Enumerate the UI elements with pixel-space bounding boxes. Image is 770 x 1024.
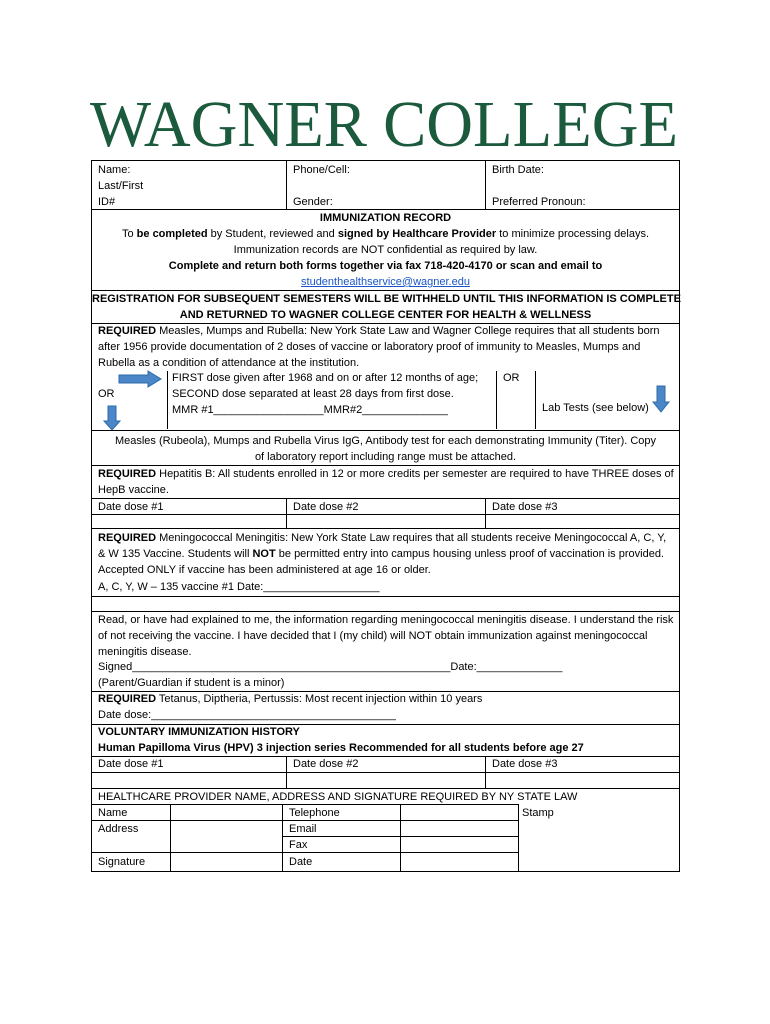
- svg-text:WAGNER COLLEGE: WAGNER COLLEGE: [90, 92, 678, 154]
- hepb-dose-1: Date dose #1: [98, 501, 164, 513]
- provider-date-label: Date: [289, 856, 313, 868]
- registration-notice-2: AND RETURNED TO WAGNER COLLEGE CENTER FOR HEALTH & WELLNESS: [179, 309, 592, 321]
- divider: [286, 161, 287, 209]
- divider: [92, 498, 679, 499]
- divider: [92, 514, 679, 515]
- divider: [92, 528, 679, 529]
- divider: [92, 430, 679, 431]
- hpv-dose-1: Date dose #1: [98, 758, 164, 770]
- email-link-row: [92, 275, 679, 291]
- hepb-dose-2: Date dose #2: [293, 501, 359, 513]
- divider: [167, 371, 168, 429]
- divider: [92, 788, 679, 789]
- email-link[interactable]: studenthealthservice@wagner.edu: [301, 276, 470, 288]
- confidentiality-note: Immunization records are NOT confidential as required by law.: [233, 244, 538, 256]
- return-instructions: Complete and return both forms together via fax 718-420-4170 or scan and email to: [168, 260, 603, 272]
- id-label: ID#: [98, 196, 116, 208]
- provider-address-label: Address: [98, 823, 139, 835]
- titer-line-2: of laboratory report including range must be attached.: [254, 451, 517, 463]
- birth-date-label: Birth Date:: [492, 164, 544, 176]
- mmr-first-dose: FIRST dose given after 1968 and on or after 12 months of age;: [172, 372, 479, 384]
- divider: [400, 804, 401, 871]
- provider-signature-label: Signature: [98, 856, 146, 868]
- divider: [92, 804, 518, 805]
- provider-email-label: Email: [289, 823, 317, 835]
- name-label: Name:: [98, 164, 131, 176]
- divider: [92, 209, 679, 210]
- or-left: OR: [98, 388, 115, 400]
- divider: [92, 756, 679, 757]
- gender-label: Gender:: [293, 196, 333, 208]
- provider-stamp-label: Stamp: [522, 807, 554, 819]
- meningococcal-date: A, C, Y, W – 135 vaccine #1 Date:___________________: [98, 581, 380, 593]
- immunization-form: [91, 160, 680, 872]
- divider: [535, 371, 536, 429]
- tdap-date: Date dose:________________________________________: [98, 709, 396, 721]
- wagner-college-logo: [90, 92, 680, 154]
- hpv-dose-3: Date dose #3: [492, 758, 558, 770]
- divider: [92, 820, 518, 821]
- provider-name-label: Name: [98, 807, 128, 819]
- titer-line-1: Measles (Rubeola), Mumps and Rubella Virus IgG, Antibody test for each demonstrating Immunity (Titer). Copy: [114, 435, 657, 447]
- lastfirst-label: Last/First: [98, 180, 144, 192]
- divider: [485, 498, 486, 528]
- phone-label: Phone/Cell:: [293, 164, 350, 176]
- divider: [92, 772, 679, 773]
- meningococcal-requirement: REQUIRED Meningococcal Meningitis: New York State Law requires that all students receive Meningococcal A, C, Y, & W 135 Vaccine. Students will NOT be permitted entry into campus housing unless proof of vaccination is provided. Accepted ONLY if vaccine has been administered at age 16 or older.: [98, 532, 667, 576]
- voluntary-title: VOLUNTARY IMMUNIZATION HISTORY: [98, 726, 300, 738]
- divider: [92, 290, 679, 291]
- divider: [92, 596, 679, 597]
- record-instructions: To be completed by Student, reviewed and signed by Healthcare Provider to minimize processing delays.: [121, 228, 650, 240]
- arrow-down-icon: [103, 405, 121, 431]
- divider: [282, 804, 283, 871]
- divider: [485, 161, 486, 209]
- divider: [496, 371, 497, 429]
- provider-telephone-label: Telephone: [289, 807, 340, 819]
- divider: [518, 804, 519, 871]
- arrow-right-icon: [118, 370, 162, 388]
- hpv-dose-2: Date dose #2: [293, 758, 359, 770]
- divider: [92, 852, 518, 853]
- hepb-dose-3: Date dose #3: [492, 501, 558, 513]
- lab-tests-label: Lab Tests (see below): [542, 402, 649, 414]
- waiver-signature-line: Signed____________________________________________________Date:______________: [98, 661, 563, 673]
- registration-notice-1: REGISTRATION FOR SUBSEQUENT SEMESTERS WILL BE WITHHELD UNTIL THIS INFORMATION IS COMPLETE: [92, 293, 681, 305]
- mmr-requirement: REQUIRED Measles, Mumps and Rubella: New York State Law and Wagner College requires that all students born after 1956 provide documentation of 2 doses of vaccine or laboratory proof of immunity to Measles, Mumps and Rubella as a condition of attendance at the institution.: [98, 325, 660, 369]
- parent-guardian-note: (Parent/Guardian if student is a minor): [98, 677, 285, 689]
- provider-title: HEALTHCARE PROVIDER NAME, ADDRESS AND SIGNATURE REQUIRED BY NY STATE LAW: [98, 791, 578, 803]
- mmr-dates: MMR #1__________________MMR#2______________: [172, 404, 448, 416]
- or-right: OR: [503, 372, 520, 384]
- arrow-down-icon: [652, 385, 670, 413]
- waiver-text: Read, or have had explained to me, the information regarding meningococcal meningitis disease. I understand the risk of not receiving the vaccine. I have decided that I (my child) will NOT obtain immunization against meningococcal meningitis disease.: [98, 614, 674, 658]
- hpv-recommendation: Human Papilloma Virus (HPV) 3 injection series Recommended for all students before age 27: [98, 742, 584, 754]
- hepb-requirement: REQUIRED Hepatitis B: All students enrolled in 12 or more credits per semester are required to have THREE doses of HepB vaccine.: [98, 468, 674, 496]
- pronoun-label: Preferred Pronoun:: [492, 196, 586, 208]
- divider: [286, 498, 287, 528]
- mmr-second-dose: SECOND dose separated at least 28 days from first dose.: [172, 388, 454, 400]
- provider-fax-label: Fax: [289, 839, 308, 851]
- record-title: IMMUNIZATION RECORD: [319, 212, 452, 224]
- tdap-requirement: REQUIRED Tetanus, Diptheria, Pertussis: Most recent injection within 10 years: [98, 693, 483, 705]
- divider: [170, 804, 171, 871]
